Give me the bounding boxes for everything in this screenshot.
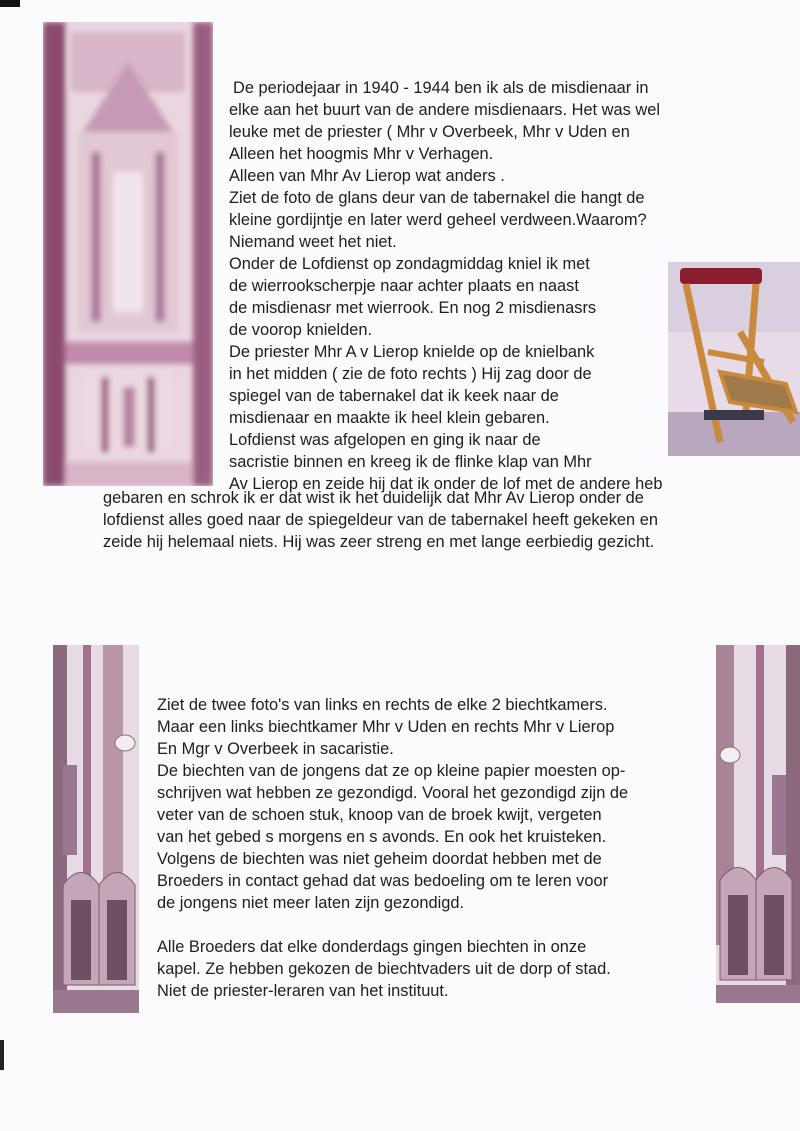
text-line: Ziet de foto de glans deur van de tabernakel die hangt de: [229, 189, 645, 207]
text-line: schrijven wat hebben ze gezondigd. Vooral het gezondigd zijn de: [157, 784, 629, 802]
text-line: zeide hij helemaal niets. Hij was zeer streng en met lange eerbiedig gezicht.: [103, 533, 655, 551]
scan-corner-mark: [0, 0, 20, 7]
section1-text: [229, 77, 662, 495]
text-line: Alleen het hoogmis Mhr v Verhagen.: [229, 145, 494, 163]
text-line: veter van de schoen stuk, knoop van de broek kwijt, vergeten: [157, 806, 602, 824]
text-line: De biechten van de jongens dat ze op kleine papier moesten op-: [157, 762, 626, 780]
text-line: Alle Broeders dat elke donderdags gingen biechten in onze: [157, 938, 587, 956]
text-line: lofdienst alles goed naar de spiegeldeur van de tabernakel heeft gekeken en: [103, 511, 658, 529]
text-line: Lofdienst was afgelopen en ging ik naar de: [229, 431, 541, 449]
text-line: Av Lierop en zeide hij dat ik onder de lof met de andere heb: [229, 475, 663, 493]
text-line: de wierrookscherpje naar achter plaats en naast: [229, 277, 579, 295]
text-line: leuke met de priester ( Mhr v Overbeek, Mhr v Uden en: [229, 123, 630, 141]
text-line: gebaren en schrok ik er dat wist ik het duidelijk dat Mhr Av Lierop onder de: [103, 489, 644, 507]
text-line: kleine gordijntje en later werd geheel verdween.Waarom?: [229, 211, 647, 229]
confessional-left-photo: [53, 645, 139, 1013]
section2-text: [157, 694, 628, 1002]
text-line: De priester Mhr A v Lierop knielde op de knielbank: [229, 343, 595, 361]
text-line: elke aan het buurt van de andere misdienaars. Het was wel: [229, 101, 660, 119]
text-line: Ziet de twee foto's van links en rechts de elke 2 biechtkamers.: [157, 696, 608, 714]
text-line: de voorop knielden.: [229, 321, 373, 339]
text-line: Alleen van Mhr Av Lierop wat anders .: [229, 167, 505, 185]
text-line: de jongens niet meer laten zijn gezondigd.: [157, 894, 465, 912]
text-line: in het midden ( zie de foto rechts ) Hij zag door de: [229, 365, 592, 383]
text-line: van het gebed s morgens en s avonds. En ook het kruisteken.: [157, 828, 607, 846]
text-line: Niemand weet het niet.: [229, 233, 397, 251]
text-line: kapel. Ze hebben gekozen de biechtvaders uit de dorp of stad.: [157, 960, 611, 978]
scan-edge-mark: [0, 1040, 4, 1070]
section1-continuation: [103, 487, 658, 553]
text-line: En Mgr v Overbeek in sacaristie.: [157, 740, 394, 758]
text-line: misdienaar en maakte ik heel klein gebaren.: [229, 409, 550, 427]
text-line: Broeders in contact gehad dat was bedoeling om te leren voor: [157, 872, 609, 890]
text-line: De periodejaar in 1940 - 1944 ben ik als de misdienaar in: [233, 79, 649, 97]
text-line: Volgens de biechten was niet geheim doordat hebben met de: [157, 850, 602, 868]
confessional-right-photo: [716, 645, 800, 1003]
text-line: sacristie binnen en kreeg ik de flinke klap van Mhr: [229, 453, 592, 471]
text-line: spiegel van de tabernakel dat ik keek naar de: [229, 387, 559, 405]
text-line: Maar een links biechtkamer Mhr v Uden en rechts Mhr v Lierop: [157, 718, 615, 736]
kneeler-photo: [668, 262, 800, 456]
text-line: Onder de Lofdienst op zondagmiddag kniel ik met: [229, 255, 590, 273]
paragraph-gap: [157, 914, 628, 936]
text-line: de misdienasr met wierrook. En nog 2 misdienasrs: [229, 299, 597, 317]
tabernacle-photo: [43, 22, 213, 486]
text-line: Niet de priester-leraren van het instituut.: [157, 982, 449, 1000]
